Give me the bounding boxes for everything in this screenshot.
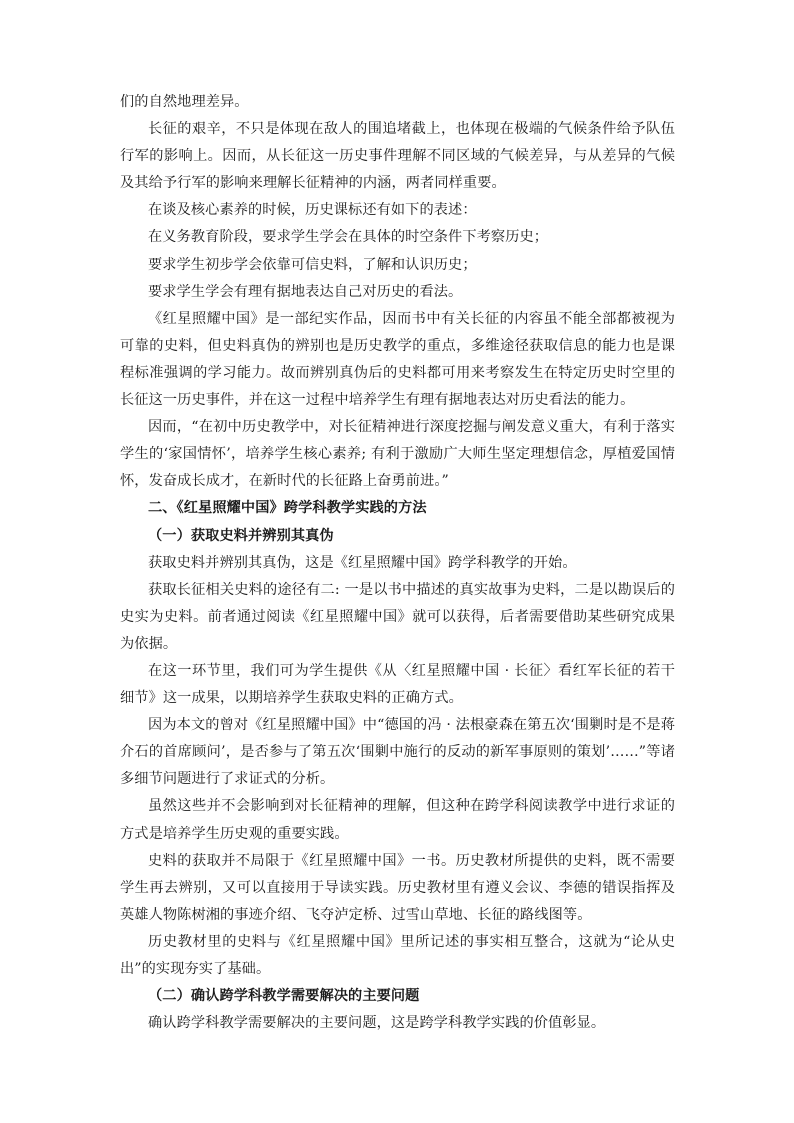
- paragraph: 长征的艰辛，不只是体现在敌人的围追堵截上，也体现在极端的气候条件给予队伍行军的影响上。因而，从长征这一历史事件理解不同区域的气候差异，与从差异的气候及其给予行军的影响来理解长征精神的内涵，两者同样重要。: [120, 121, 675, 192]
- paragraph: 虽然这些并不会影响到对长征精神的理解，但这种在跨学科阅读教学中进行求证的方式是培养学生历史观的重要实践。: [120, 798, 675, 842]
- paragraph: 确认跨学科教学需要解决的主要问题，这是跨学科教学实践的价值彰显。: [148, 1015, 606, 1032]
- paragraph: 在这一环节里，我们可为学生提供《从〈红星照耀中国 · 长征〉看红军长征的若干细节》这一成果，以期培养学生获取史料的正确方式。: [120, 662, 675, 707]
- paragraph: 要求学生初步学会依靠可信史料，了解和认识历史；: [148, 256, 477, 273]
- paragraph: 历史教材里的史料与《红星照耀中国》里所记述的事实相互整合，这就为“论从史出”的实现夯实了基础。: [120, 933, 675, 977]
- paragraph: 获取史料并辨别其真伪，这是《红星照耀中国》跨学科教学的开始。: [148, 554, 577, 571]
- paragraph: 史料的获取并不局限于《红星照耀中国》一书。历史教材所提供的史料，既不需要学生再去辨别，又可以直接用于导读实践。历史教材里有遵义会议、李德的错误指挥及英雄人物陈树湘的事迹介绍、飞夺泸定桥、过雪山草地、长征的路线图等。: [120, 852, 675, 923]
- paragraph: 《红星照耀中国》是一部纪实作品，因而书中有关长征的内容虽不能全部都被视为可靠的史料，但史料真伪的辨别也是历史教学的重点，多维途径获取信息的能力也是课程标准强调的学习能力。故而辨别真伪后的史料都可用来考察发生在特定历史时空里的长征这一历史事件，并在这一过程中培养学生有理有据地表达对历史看法的能力。: [120, 310, 675, 409]
- paragraph: 获取长征相关史料的途径有二: 一是以书中描述的真实故事为史料，二是以勘误后的史实为史料。前者通过阅读《红星照耀中国》就可以获得，后者需要借助某些研究成果为依据。: [120, 581, 675, 652]
- paragraph: 们的自然地理差异。: [120, 94, 249, 110]
- section-heading: 二、《红星照耀中国》跨学科教学实践的方法: [148, 500, 427, 517]
- paragraph: 在谈及核心素养的时候，历史课标还有如下的表述：: [148, 202, 477, 219]
- document-body: [120, 89, 675, 1037]
- subsection-heading: （一）获取史料并辨别其真伪: [148, 527, 334, 544]
- subsection-heading: （二）确认跨学科教学需要解决的主要问题: [148, 988, 420, 1005]
- paragraph: 因为本文的曾对《红星照耀中国》中“德国的冯 · 法根豪森在第五次‘围剿时是不是蒋介石的首席顾问’，是否参与了第五次‘围剿中施行的反动的新军事原则的策划’……”等诸多细节问题进行了求证式的分析。: [120, 717, 675, 788]
- paragraph: 因而，“在初中历史教学中，对长征精神进行深度挖掘与阐发意义重大，有利于落实学生的‘家国情怀’，培养学生核心素养; 有利于激励广大师生坚定理想信念，厚植爱国情怀，发奋成长成才，在新时代的长征路上奋勇前进。”: [120, 419, 675, 490]
- paragraph: 要求学生学会有理有据地表达自己对历史的看法。: [148, 283, 463, 300]
- paragraph: 在义务教育阶段，要求学生学会在具体的时空条件下考察历史；: [148, 229, 549, 246]
